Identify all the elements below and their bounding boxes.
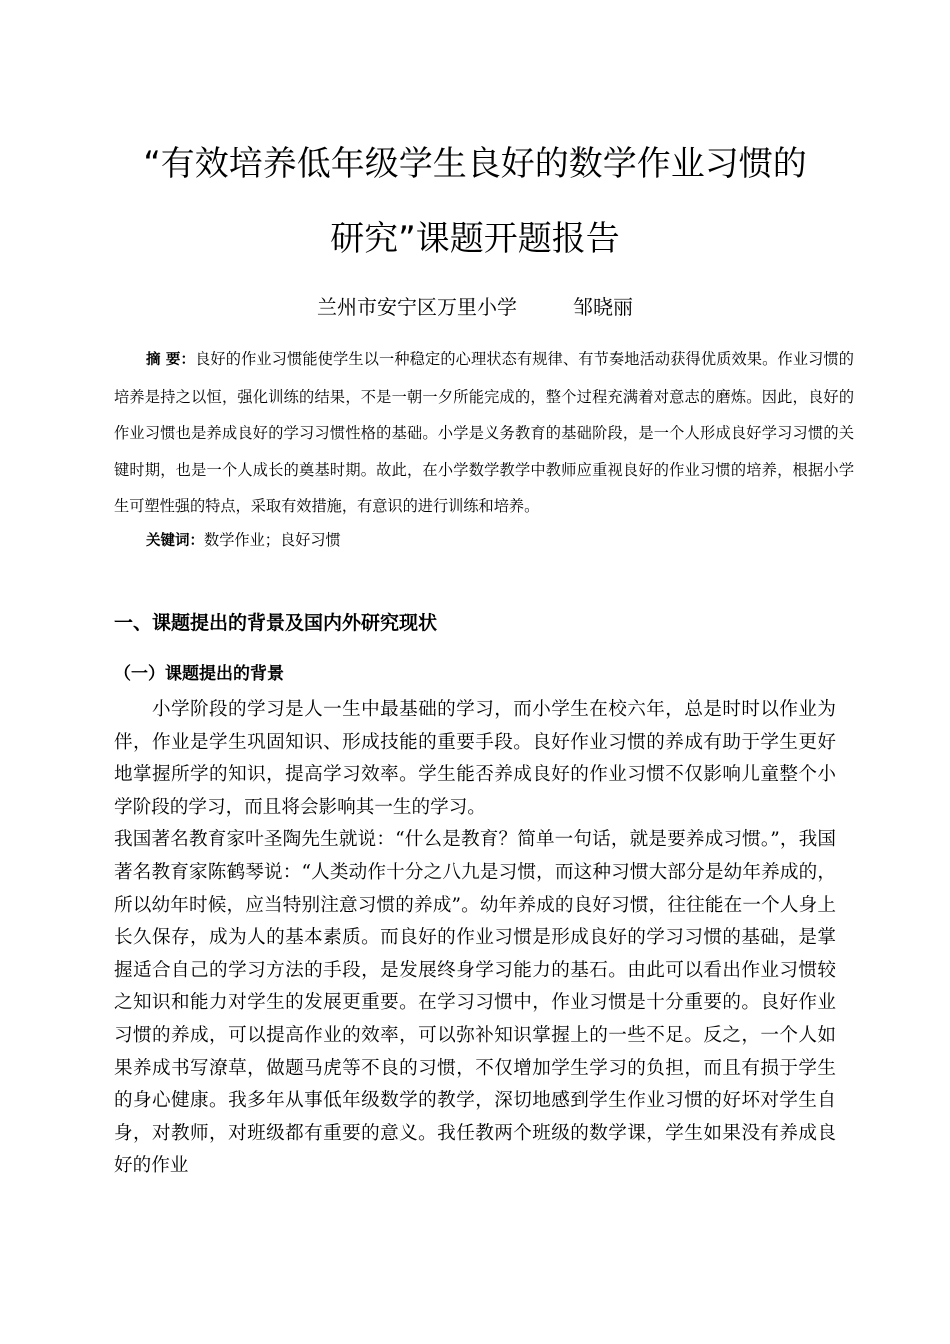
keywords-text: 数学作业；良好习惯 (204, 531, 341, 549)
abstract-text: 良好的作业习惯能使学生以一种稳定的心理状态有规律、有节奏地活动获得优质效果。作业习惯的培养是持之以恒，强化训练的结果，不是一朝一夕所能完成的，整个过程充满着对意志的磨炼。因此，良好的作业习惯也是养成良好的学习习惯性格的基础。小学是义务教育的基础阶段，是一个人形成良好学习习惯的关键时期，也是一个人成长的奠基时期。故此，在小学数学教学中教师应重视良好的作业习惯的培养，根据小学生可塑性强的特点，采取有效措施，有意识的进行训练和培养。 (114, 350, 854, 515)
author-name: 邹晓丽 (573, 295, 633, 319)
subsection-heading: （一）课题提出的背景 (114, 664, 284, 684)
keywords-line (146, 525, 341, 556)
body-paragraph-1: 小学阶段的学习是人一生中最基础的学习，而小学生在校六年，总是时时以作业为伴，作业是学生巩固知识、形成技能的重要手段。良好作业习惯的养成有助于学生更好地掌握所学的知识，提高学习效率。学生能否养成良好的作业习惯不仅影响儿童整个小学阶段的学习，而且将会影响其一生的学习。 (114, 699, 836, 818)
body-paragraph-2: 我国著名教育家叶圣陶先生就说：“什么是教育？简单一句话，就是要养成习惯。”，我国著名教育家陈鹤琴说：“人类动作十分之八九是习惯，而这种习惯大部分是幼年养成的，所以幼年时候，应当特别注意习惯的养成”。幼年养成的良好习惯，往往能在一个人身上长久保存，成为人的基本素质。而良好的作业习惯是形成良好的学习习惯的基础，是掌握适合自己的学习方法的手段，是发展终身学习能力的基石。由此可以看出作业习惯较之知识和能力对学生的发展更重要。在学习习惯中，作业习惯是十分重要的。良好作业习惯的养成，可以提高作业的效率，可以弥补知识掌握上的一些不足。反之，一个人如果养成书写潦草，做题马虎等不良的习惯，不仅增加学生学习的负担，而且有损于学生的身心健康。我多年从事低年级数学的教学，深切地感到学生作业习惯的好坏对学生自身，对教师，对班级都有重要的意义。我任教两个班级的数学课，学生如果没有养成良好的作业 (114, 829, 836, 1177)
section-heading: 一、课题提出的背景及国内外研究现状 (114, 612, 438, 634)
abstract-block (114, 341, 854, 525)
author-line (0, 292, 950, 322)
body-text (114, 694, 836, 1183)
keywords-label: 关键词： (146, 533, 204, 549)
document-title-line-2: 研究”课题开题报告 (330, 219, 620, 259)
abstract-paragraph (114, 341, 854, 525)
school-name: 兰州市安宁区万里小学 (317, 295, 517, 319)
abstract-label: 摘 要： (146, 352, 196, 368)
document-title-line-1: “有效培养低年级学生良好的数学作业习惯的 (143, 144, 807, 184)
